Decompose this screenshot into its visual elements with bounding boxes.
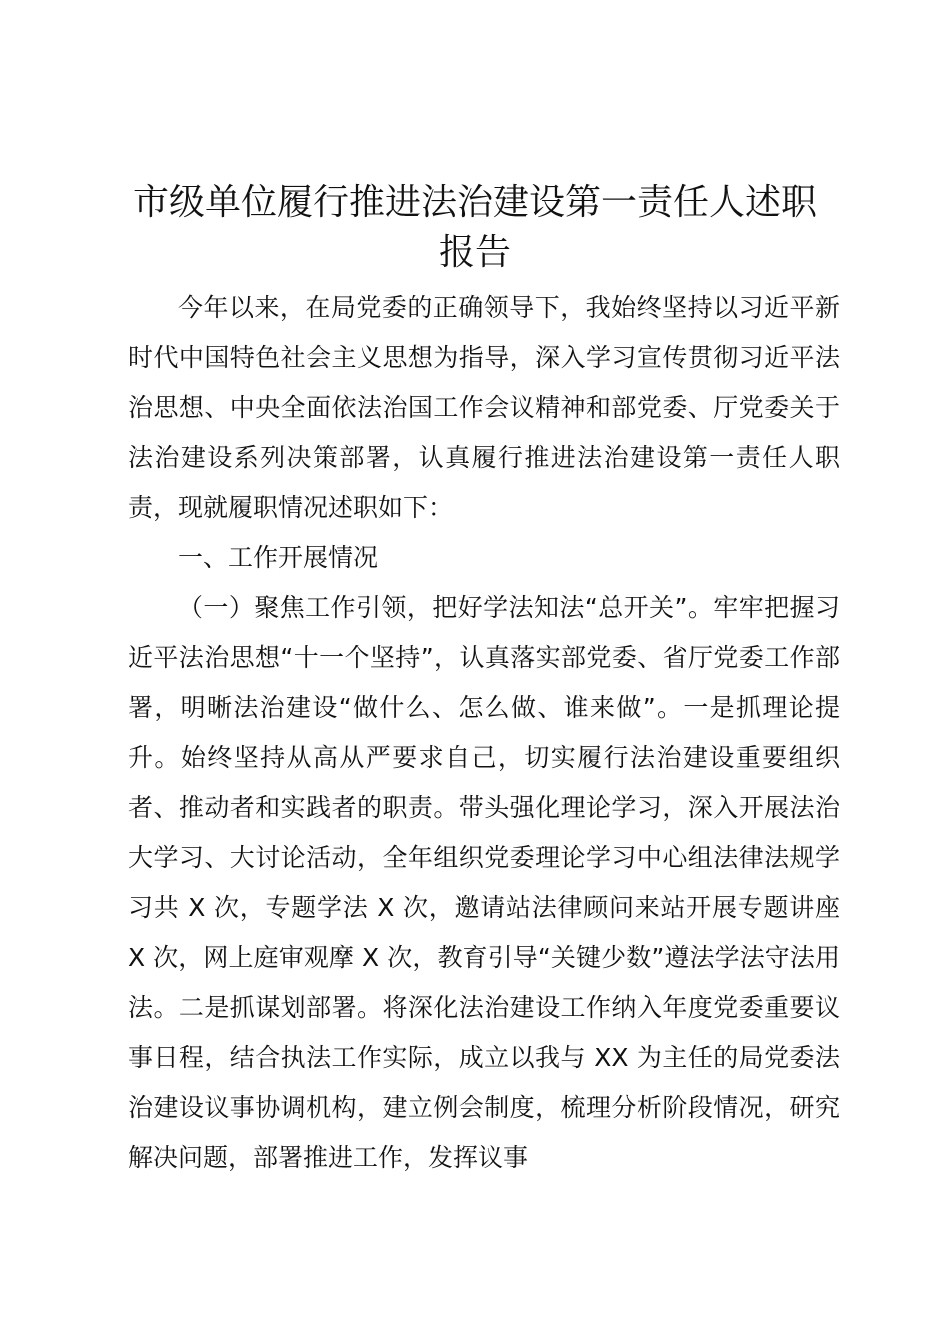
section-heading: 一、工作开展情况 xyxy=(178,543,379,572)
document-body xyxy=(128,283,840,1183)
intro-paragraph: 今年以来，在局党委的正确领导下，我始终坚持以习近平新时代中国特色社会主义思想为指导，深入学习宣传贯彻习近平法治思想、中央全面依法治国工作会议精神和部党委、厅党委关于法治建设系列决策部署，认真履行推进法治建设第一责任人职责，现就履职情况述职如下： xyxy=(128,293,840,522)
body-paragraph: （一）聚焦工作引领，把好学法知法“总开关”。牢牢把握习近平法治思想“十一个坚持”，认真落实部党委、省厅党委工作部署，明晰法治建设“做什么、怎么做、谁来做”。一是抓理论提升。始终坚持从高从严要求自己，切实履行法治建设重要组织者、推动者和实践者的职责。带头强化理论学习，深入开展法治大学习、大讨论活动，全年组织党委理论学习中心组法律法规学习共 X 次，专题学法 X 次，邀请站法律顾问来站开展专题讲座 X 次，网上庭审观摩 X 次，教育引导“关键少数”遵法学法守法用法。二是抓谋划部署。将深化法治建设工作纳入年度党委重要议事日程，结合执法工作实际，成立以我与 XX 为主任的局党委法治建设议事协调机构，建立例会制度，梳理分析阶段情况，研究解决问题，部署推进工作，发挥议事 xyxy=(128,593,840,1172)
document-title: 市级单位履行推进法治建设第一责任人述职报告 xyxy=(132,182,817,273)
